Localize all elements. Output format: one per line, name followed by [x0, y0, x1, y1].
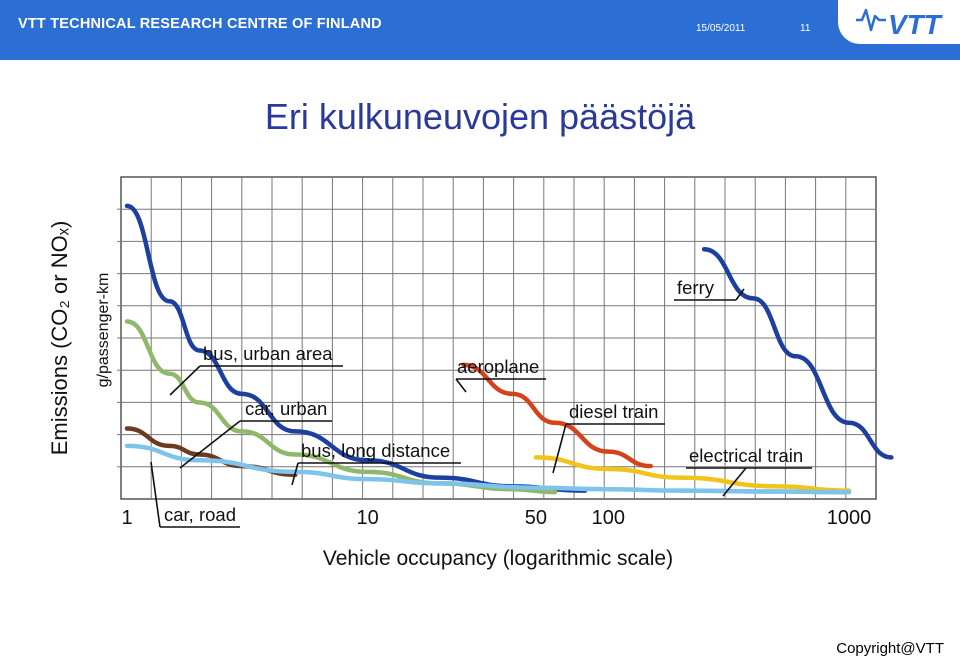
slide-number: 11: [800, 23, 811, 34]
legend-label-car-road: car, road: [164, 504, 236, 525]
x-tick-label: 100: [591, 507, 626, 529]
x-axis-label: Vehicle occupancy (logarithmic scale): [322, 547, 674, 570]
legend-label-ferry: ferry: [677, 277, 714, 298]
series-line-electrical-train: [681, 491, 849, 492]
legend-label-electrical-train: electrical train: [689, 445, 804, 466]
page-title: Eri kulkuneuvojen päästöjä: [264, 96, 696, 137]
slide-date: 15/05/2011: [696, 23, 746, 34]
x-tick-label: 1000: [826, 507, 872, 529]
legend-label-diesel-train: diesel train: [569, 401, 659, 422]
legend-label-bus-urban-area: bus, urban area: [203, 343, 333, 364]
y-axis-label: Emissions (CO₂ or NOₓ): [47, 220, 72, 456]
organization-name: VTT TECHNICAL RESEARCH CENTRE OF FINLAND: [18, 16, 382, 32]
x-tick-label: 10: [356, 507, 379, 529]
logo-text: VTT: [888, 9, 941, 40]
x-tick-label: 50: [524, 507, 548, 529]
legend-label-car-urban: car, urban: [245, 398, 328, 419]
legend-label-bus-long-distance: bus, long distance: [301, 440, 451, 461]
y-axis-sublabel: g/passenger-km: [95, 272, 112, 388]
copyright-text: Copyright@VTT: [836, 640, 944, 657]
x-tick-label: 1: [121, 507, 133, 529]
legend-label-aeroplane: aeroplane: [457, 356, 540, 377]
